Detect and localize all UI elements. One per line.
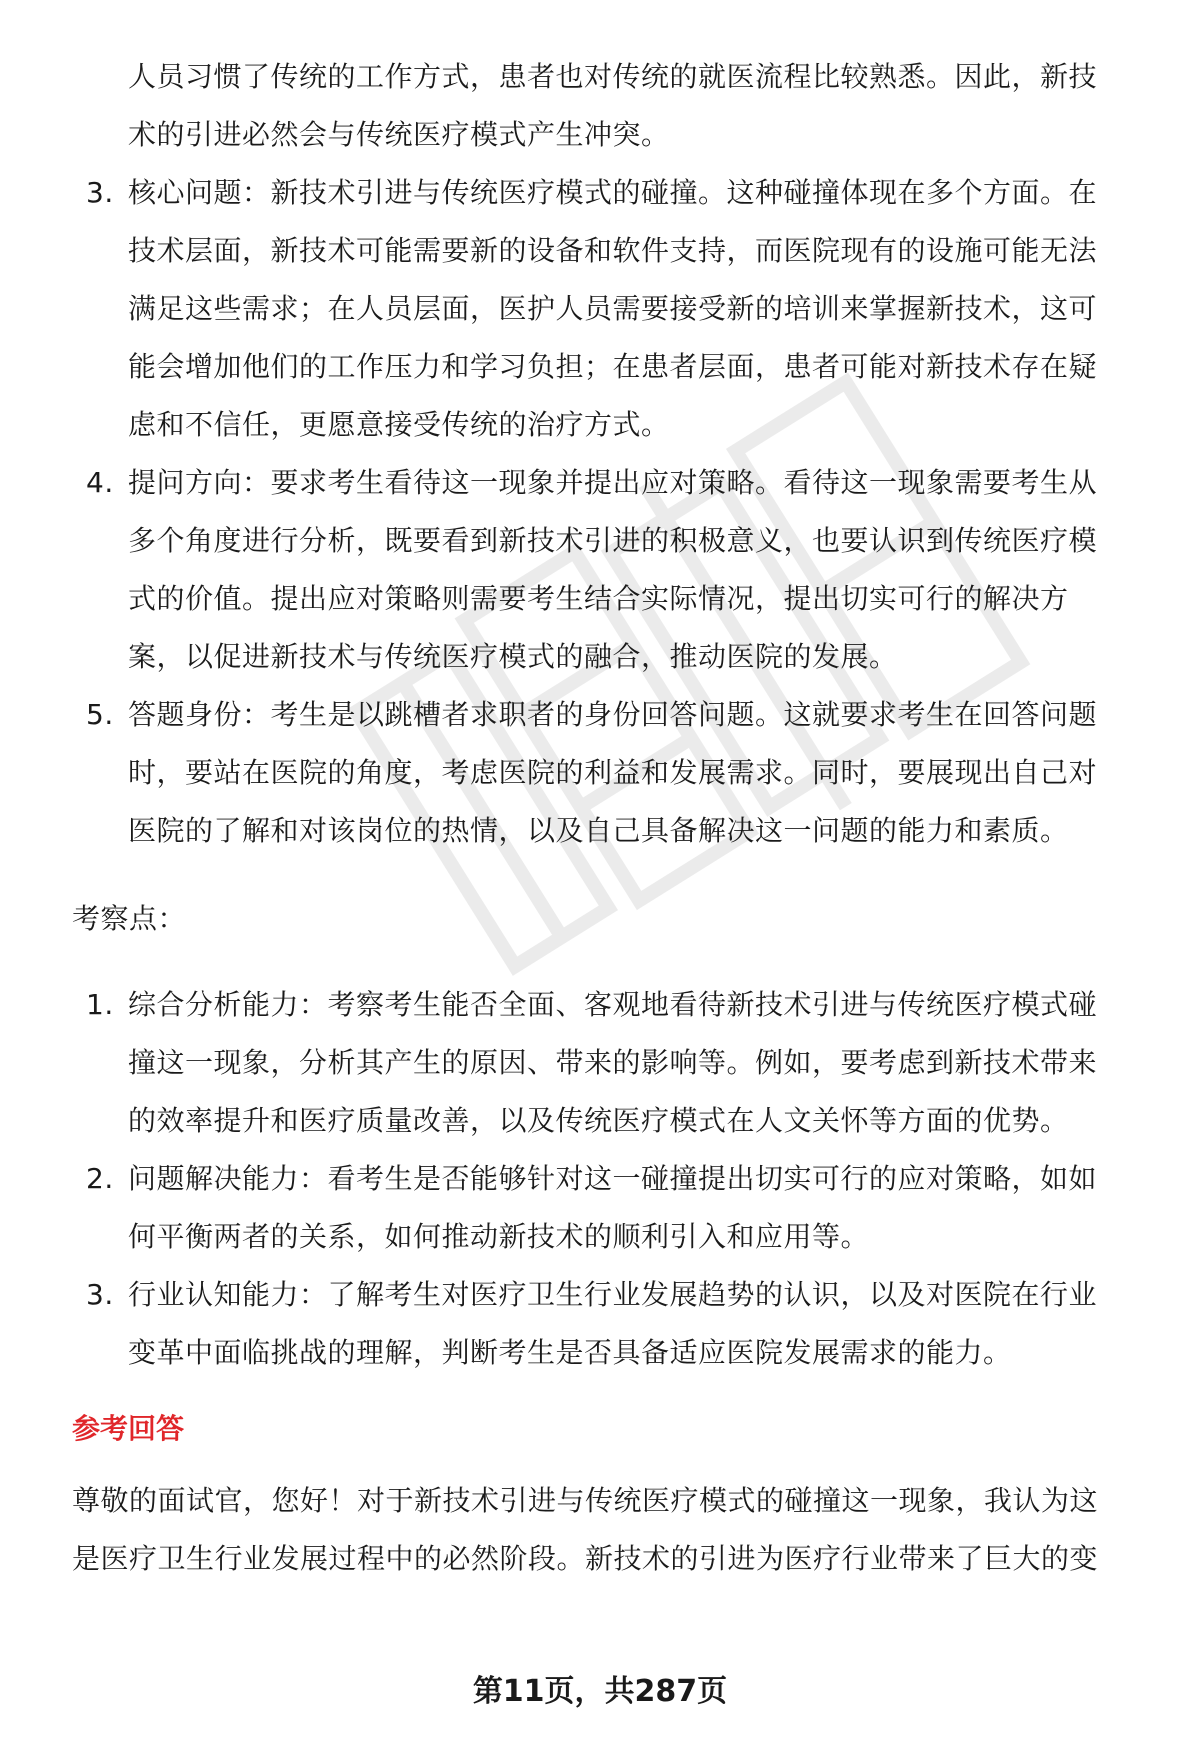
text-line: 行业认知能力：了解考生对医疗卫生行业发展趋势的认识，以及对医院在行业 [128, 1278, 1098, 1311]
text-line: 技术层面，新技术可能需要新的设备和软件支持，而医院现有的设施可能无法 [128, 234, 1098, 267]
list-item [72, 1150, 1140, 1266]
text-line: 变革中面临挑战的理解，判断考生是否具备适应医院发展需求的能力。 [128, 1336, 1012, 1369]
text-line: 尊敬的面试官，您好！对于新技术引进与传统医疗模式的碰撞这一现象，我认为这 [72, 1484, 1099, 1517]
list-item [72, 454, 1140, 686]
answer-paragraph [72, 1472, 1140, 1588]
list-number: 3. [86, 176, 114, 209]
text-line: 是医疗卫生行业发展过程中的必然阶段。新技术的引进为医疗行业带来了巨大的变 [72, 1542, 1099, 1575]
text-line: 的效率提升和医疗质量改善，以及传统医疗模式在人文关怀等方面的优势。 [128, 1104, 1069, 1137]
list-item [72, 1266, 1140, 1382]
exam-points-list [72, 976, 1140, 1382]
reference-answer-heading: 参考回答 [72, 1412, 185, 1445]
text-line: 式的价值。提出应对策略则需要考生结合实际情况，提出切实可行的解决方 [128, 582, 1069, 615]
text-line: 人员习惯了传统的工作方式，患者也对传统的就医流程比较熟悉。因此，新技 [128, 60, 1098, 93]
text-line: 问题解决能力：看考生是否能够针对这一碰撞提出切实可行的应对策略，如如 [128, 1162, 1098, 1195]
list-item [72, 686, 1140, 860]
text-line: 满足这些需求；在人员层面，医护人员需要接受新的培训来掌握新技术，这可 [128, 292, 1098, 325]
text-line: 虑和不信任，更愿意接受传统的治疗方式。 [128, 408, 670, 441]
text-line: 医院的了解和对该岗位的热情，以及自己具备解决这一问题的能力和素质。 [128, 814, 1069, 847]
list-number: 2. [86, 1162, 114, 1195]
text-line: 答题身份：考生是以跳槽者求职者的身份回答问题。这就要求考生在回答问题 [128, 698, 1098, 731]
text-line: 综合分析能力：考察考生能否全面、客观地看待新技术引进与传统医疗模式碰 [128, 988, 1098, 1021]
text-line: 多个角度进行分析，既要看到新技术引进的积极意义，也要认识到传统医疗模 [128, 524, 1098, 557]
text-line: 案，以促进新技术与传统医疗模式的融合，推动医院的发展。 [128, 640, 898, 673]
text-line: 提问方向：要求考生看待这一现象并提出应对策略。看待这一现象需要考生从 [128, 466, 1098, 499]
exam-points-label: 考察点： [72, 902, 187, 935]
text-line: 能会增加他们的工作压力和学习负担；在患者层面，患者可能对新技术存在疑 [128, 350, 1098, 383]
list-number: 1. [86, 988, 114, 1021]
list-number: 5. [86, 698, 114, 731]
list-number: 4. [86, 466, 114, 499]
text-line: 核心问题：新技术引进与传统医疗模式的碰撞。这种碰撞体现在多个方面。在 [128, 176, 1098, 209]
list-item [72, 164, 1140, 454]
analysis-list [72, 164, 1140, 860]
list-number: 3. [86, 1278, 114, 1311]
document-body [72, 48, 1140, 1588]
text-line: 术的引进必然会与传统医疗模式产生冲突。 [128, 118, 670, 151]
list-item [72, 976, 1140, 1150]
text-line: 何平衡两者的关系，如何推动新技术的顺利引入和应用等。 [128, 1220, 870, 1253]
intro-continuation [72, 48, 1140, 164]
page-footer: 第11页，共287页 [472, 1674, 728, 1709]
text-line: 撞这一现象，分析其产生的原因、带来的影响等。例如，要考虑到新技术带来 [128, 1046, 1098, 1079]
text-line: 时，要站在医院的角度，考虑医院的利益和发展需求。同时，要展现出自己对 [128, 756, 1098, 789]
